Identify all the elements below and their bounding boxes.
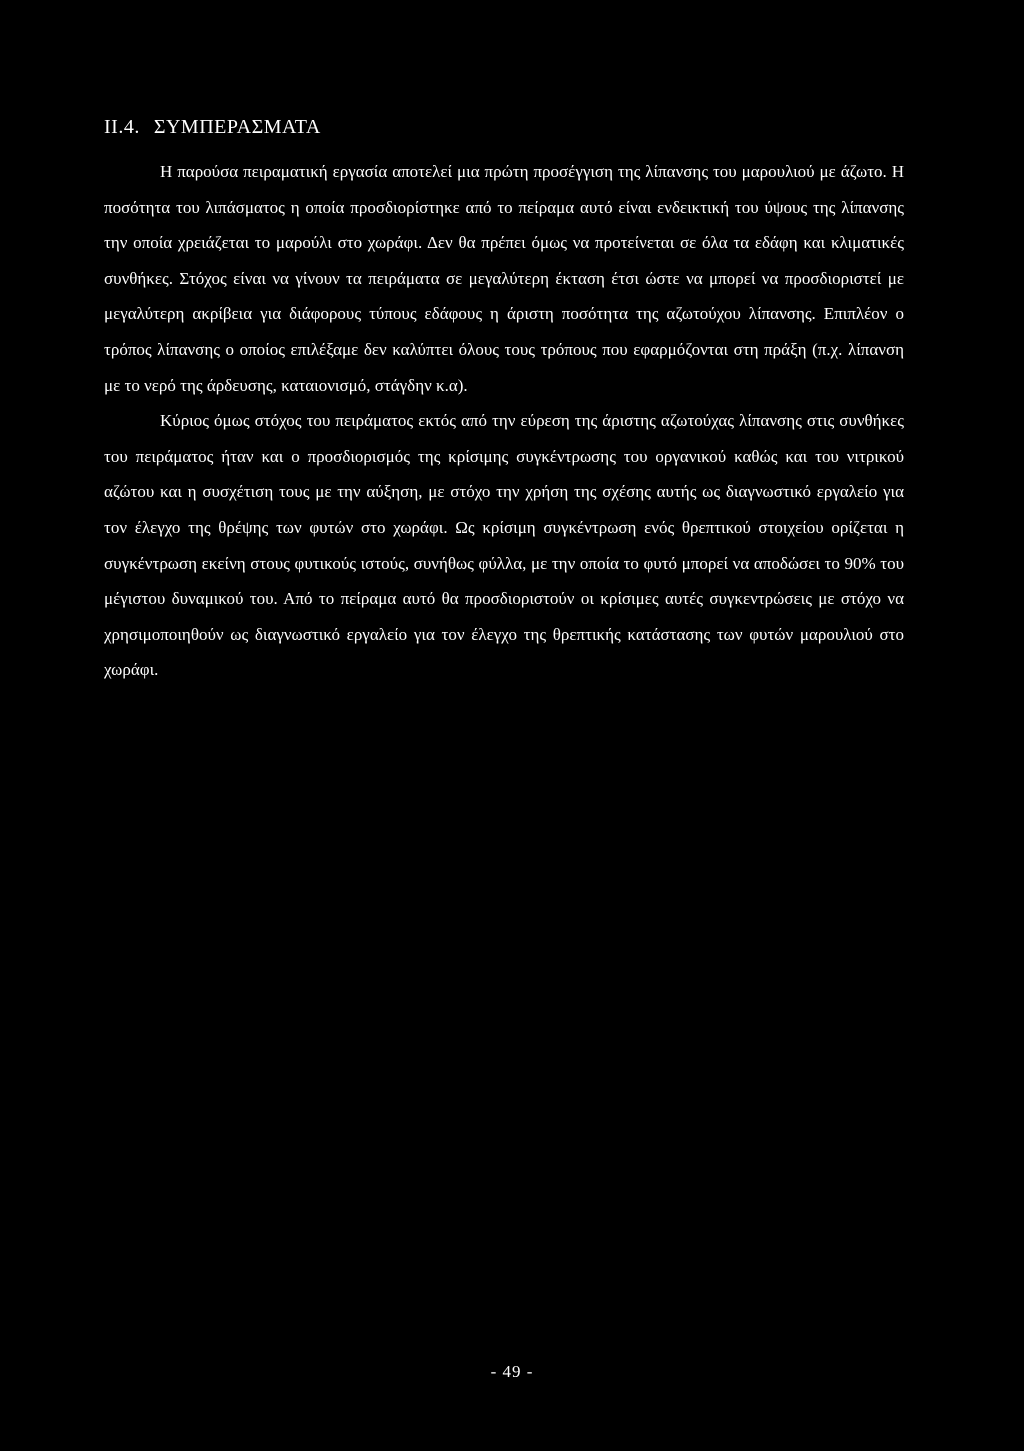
section-title: ΣΥΜΠΕΡΑΣΜΑΤΑ: [153, 116, 321, 138]
page-number: - 49 -: [490, 1362, 534, 1381]
paragraph-2: Κύριος όμως στόχος του πειράματος εκτός από την εύρεση της άριστης αζωτούχας λίπανσης στις συνθήκες του πειράματος ήταν και ο προσδιορισμός της κρίσιμης συγκέντρωσης του οργανικού καθώς και του νιτρικού αζώτου και η συσχέτιση τους με την αύξηση, με στόχο την χρήση της σχέσης αυτής ως διαγνωστικό εργαλείο για τον έλεγχο της θρέψης των φυτών στο χωράφι. Ως κρίσιμη συγκέντρωση ενός θρεπτικού στοιχείου ορίζεται η συγκέντρωση εκείνη στους φυτικούς ιστούς, συνήθως φύλλα, με την οποία το φυτό μπορεί να αποδώσει το 90% του μέγιστου δυναμικού του. Από το πείραμα αυτό θα προσδιοριστούν οι κρίσιμες αυτές συγκεντρώσεις με στόχο να χρησιμοποιηθούν ως διαγνωστικό εργαλείο για τον έλεγχο της θρεπτικής κατάστασης των φυτών μαρουλιού στο χωράφι.: [104, 411, 904, 680]
paragraph-1: Η παρούσα πειραματική εργασία αποτελεί μια πρώτη προσέγγιση της λίπανσης του μαρουλιού με άζωτο. Η ποσότητα του λιπάσματος η οποία προσδιορίστηκε από το πείραμα αυτό είναι ενδεικτική του ύψους της λίπανσης την οποία χρειάζεται το μαρούλι στο χωράφι. Δεν θα πρέπει όμως να προτείνεται σε όλα τα εδάφη και κλιματικές συνθήκες. Στόχος είναι να γίνουν τα πειράματα σε μεγαλύτερη έκταση έτσι ώστε να μπορεί να προσδιοριστεί με μεγαλύτερη ακρίβεια για διάφορους τύπους εδάφους η άριστη ποσότητα της αζωτούχου λίπανσης. Επιπλέον ο τρόπος λίπανσης ο οποίος επιλέξαμε δεν καλύπτει όλους τους τρόπους που εφαρμόζονται στη πράξη (π.χ. λίπανση με το νερό της άρδευσης, καταιονισμό, στάγδην κ.α).: [104, 162, 904, 395]
section-number: II.4.: [104, 116, 140, 138]
body-text: [104, 154, 904, 688]
section-heading: [104, 116, 321, 139]
